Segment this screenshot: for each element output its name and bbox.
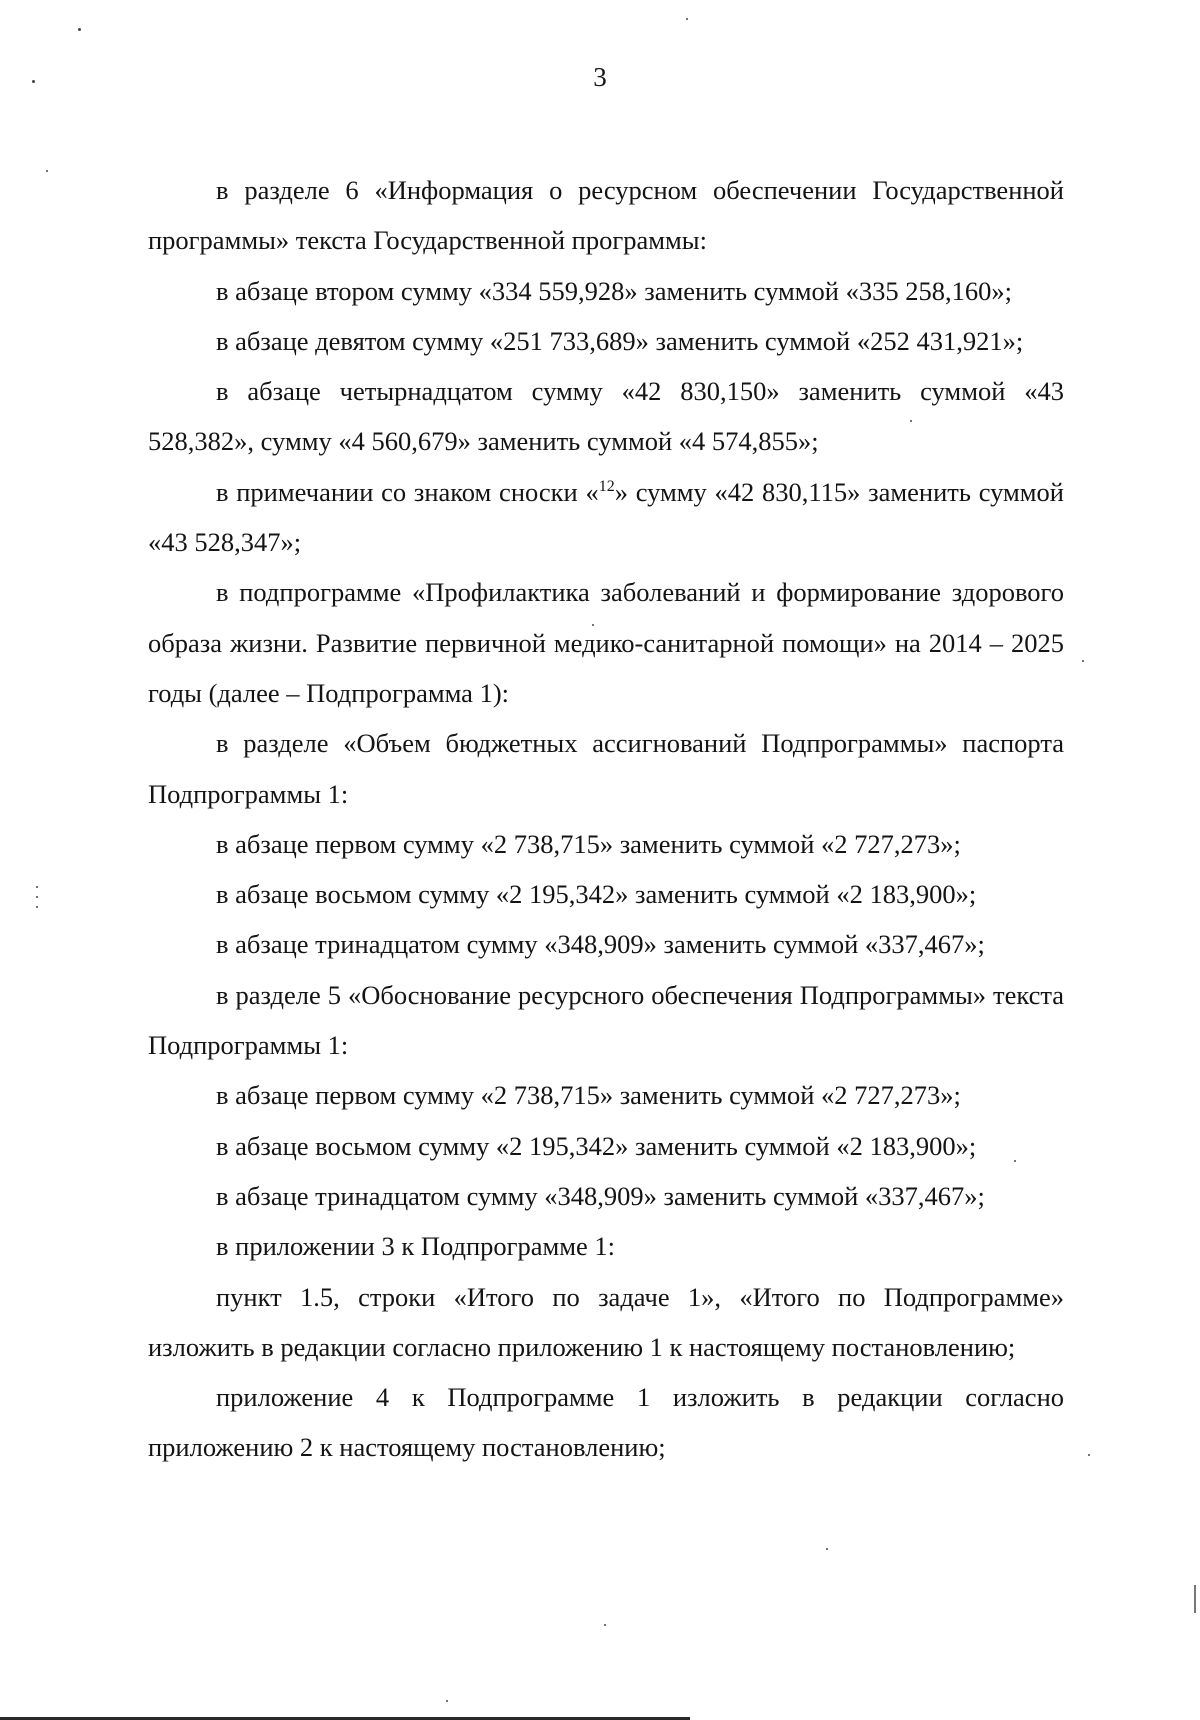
scan-speck (1014, 1160, 1016, 1162)
scan-speck (36, 896, 38, 898)
paragraph: в приложении 3 к Подпрограмме 1: (216, 1231, 616, 1262)
scan-speck (36, 906, 38, 908)
paragraph: в абзаце тринадцатом сумму «348,909» заменить суммой «337,467»; (216, 929, 985, 960)
paragraph: в абзаце восьмом сумму «2 195,342» заменить суммой «2 183,900»; (216, 879, 977, 910)
scan-speck (1088, 1454, 1090, 1456)
paragraph: в разделе «Объем бюджетных ассигнований Подпрограммы» паспорта Подпрограммы 1: (148, 728, 1064, 809)
paragraph-text: в примечании со знаком сноски « (216, 476, 599, 507)
scan-speck (826, 1548, 828, 1550)
scan-speck (446, 1700, 448, 1702)
paragraph: в абзаце восьмом сумму «2 195,342» заменить суммой «2 183,900»; (216, 1130, 977, 1161)
page-number: 3 (593, 62, 607, 92)
document-body (148, 165, 1064, 1473)
paragraph: в разделе 5 «Обоснование ресурсного обеспечения Подпрограммы» текста Подпрограммы 1: (148, 979, 1064, 1061)
paragraph: пункт 1.5, строки «Итого по задаче 1», «Итого по Подпрограмме» изложить в редакции согласно приложению 1 к настоящему постановлению; (148, 1281, 1064, 1362)
paragraph: в подпрограмме «Профилактика заболеваний и формирование здорового образа жизни. Развитие первичной медико-санитарной помощи» на 2014 – 2025 годы (далее – Подпрограмма 1): (148, 577, 1064, 708)
scan-speck (910, 420, 912, 422)
scan-speck (32, 80, 35, 83)
scan-speck (604, 1624, 606, 1626)
paragraph: в абзаце первом сумму «2 738,715» заменить суммой «2 727,273»; (216, 1080, 961, 1111)
paragraph: в абзаце втором сумму «334 559,928» заменить суммой «335 258,160»; (216, 275, 1012, 306)
paragraph: в разделе 6 «Информация о ресурсном обеспечении Государственной программы» текста Государственной программы: (148, 175, 1064, 256)
scan-speck (686, 18, 688, 20)
paragraph-with-footnote (148, 467, 1064, 568)
paragraph: в абзаце четырнадцатом сумму «42 830,150» заменить суммой «43 528,382», сумму «4 560,679» заменить суммой «4 574,855»; (148, 376, 1064, 457)
scan-speck (592, 624, 594, 626)
footnote-mark: 12 (598, 477, 615, 495)
scan-speck (1082, 660, 1084, 662)
paragraph: приложение 4 к Подпрограмме 1 изложить в редакции согласно приложению 2 к настоящему постановлению; (148, 1382, 1064, 1463)
scan-speck (78, 28, 81, 31)
scan-speck (46, 170, 48, 172)
scan-speck (36, 886, 38, 888)
paragraph: в абзаце девятом сумму «251 733,689» заменить суммой «252 431,921»; (216, 325, 1024, 356)
paragraph: в абзаце тринадцатом сумму «348,909» заменить суммой «337,467»; (216, 1180, 985, 1211)
paragraph-text: » сумму «42 830,115» заменить суммой «43 528,347»; (148, 476, 1064, 558)
paragraph: в абзаце первом сумму «2 738,715» заменить суммой «2 727,273»; (216, 828, 961, 859)
scan-margin-mark (1194, 1585, 1196, 1613)
